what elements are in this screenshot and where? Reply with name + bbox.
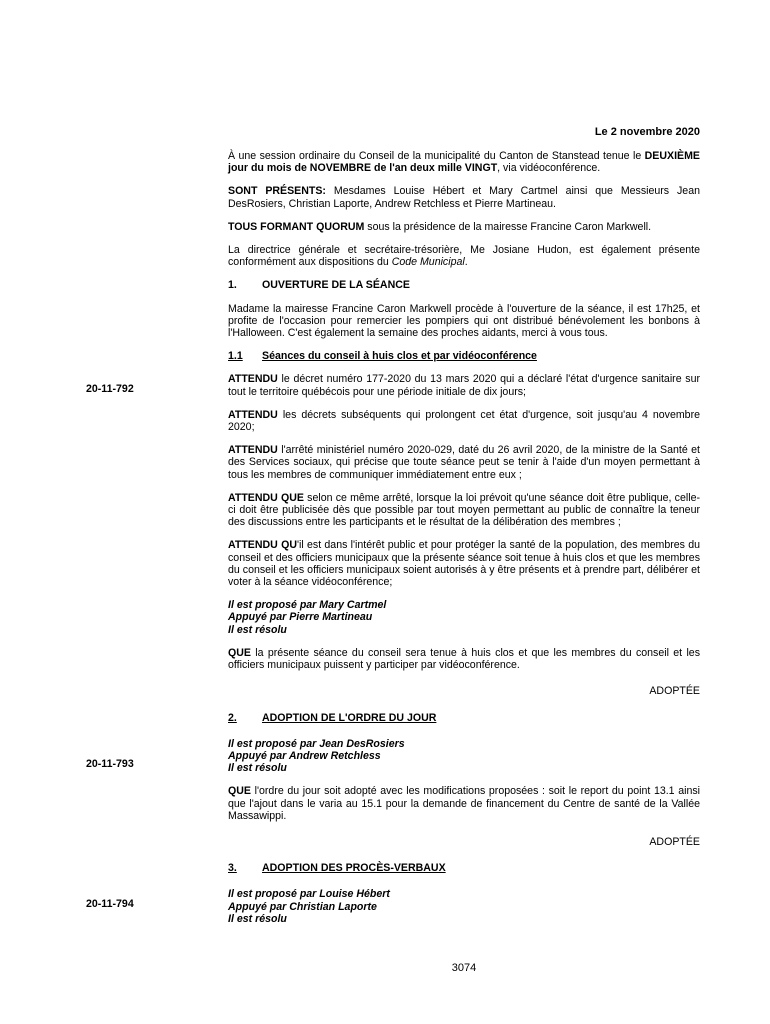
resolution-number-792: 20-11-792	[86, 383, 134, 395]
proposed-by-793: Il est proposé par Jean DesRosiers	[228, 737, 405, 750]
section-3-heading: 3. ADOPTION DES PROCÈS-VERBAUX	[228, 862, 446, 875]
section-2-heading: 2. ADOPTION DE L'ORDRE DU JOUR	[228, 711, 437, 724]
whereas-5: ATTENDU QU'il est dans l'intérêt public et pour protéger la santé de la population, des membres du conseil et des officiers municipaux que la présente séance soit tenue à huis clos et que les membres du conseil et les officiers municipaux soient autorisés à y être présents et à prendre part, délibérer et voter à la séance vidéoconférence;	[228, 539, 700, 589]
page-number: 3074	[451, 962, 477, 974]
resolution-text-792: QUE la présente séance du conseil sera tenue à huis clos et que les membres du conseil et les officiers municipaux puissent y participer par vidéoconférence.	[228, 646, 700, 672]
seconded-by-793: Appuyé par Andrew Retchless	[228, 749, 381, 762]
section-1-heading: 1. OUVERTURE DE LA SÉANCE	[228, 279, 410, 292]
resolution-number-794: 20-11-794	[86, 898, 134, 910]
resolution-number-793: 20-11-793	[86, 758, 134, 770]
proposed-by-792: Il est proposé par Mary Cartmel	[228, 599, 387, 612]
section-1-1-heading: 1.1 Séances du conseil à huis clos et par vidéoconférence	[228, 350, 537, 363]
whereas-2: ATTENDU les décrets subséquents qui prolongent cet état d'urgence, soit jusqu'au 4 novembre 2020;	[228, 408, 700, 434]
proposed-by-794: Il est proposé par Louise Hébert	[228, 888, 390, 901]
resolved-794: Il est résolu	[228, 912, 287, 925]
quorum-paragraph: TOUS FORMANT QUORUM sous la présidence de la mairesse Francine Caron Markwell.	[228, 220, 652, 233]
whereas-3: ATTENDU l'arrêté ministériel numéro 2020-029, daté du 26 avril 2020, de la ministre de la Santé et des Services sociaux, qui précise que toute séance peut se tenir à l'aide d'un moyen permettant à tous les membres de communiquer immédiatement entre eux ;	[228, 444, 700, 481]
whereas-4: ATTENDU QUE selon ce même arrêté, lorsque la loi prévoit qu'une séance doit être publique, celle-ci doit être publicisée dès que possible par tout moyen permettant au public de connaître la teneur des discussions entre les participants et le résultat de la délibération des membres ;	[228, 491, 700, 529]
adopted-792: ADOPTÉE	[649, 685, 700, 698]
present-paragraph: SONT PRÉSENTS: Mesdames Louise Hébert et Mary Cartmel ainsi que Messieurs Jean DesRosiers, Christian Laporte, Andrew Retchless et Pierre Martineau.	[228, 185, 700, 210]
resolved-792: Il est résolu	[228, 623, 287, 636]
adopted-793: ADOPTÉE	[649, 835, 700, 848]
resolved-793: Il est résolu	[228, 762, 287, 775]
minutes-body	[228, 150, 700, 925]
section-1-text: Madame la mairesse Francine Caron Markwell procède à l'ouverture de la séance, il est 17h25, et profite de l'occasion pour remercier les pompiers qui ont distribué bénévolement les bonbons à l'Halloween. C'est également la semaine des proches aidants, merci à vous tous.	[228, 302, 700, 340]
seconded-by-792: Appuyé par Pierre Martineau	[228, 611, 373, 624]
intro-paragraph: À une session ordinaire du Conseil de la municipalité du Canton de Stanstead tenue le DEUXIÈME jour du mois de NOVEMBRE de l'an deux mille VINGT, via vidéoconférence.	[228, 150, 700, 175]
seconded-by-794: Appuyé par Christian Laporte	[228, 900, 377, 913]
meeting-date: Le 2 novembre 2020	[594, 126, 700, 138]
whereas-1: ATTENDU le décret numéro 177-2020 du 13 mars 2020 qui a déclaré l'état d'urgence sanitaire sur tout le territoire québécois pour une période initiale de dix jours;	[228, 373, 700, 398]
director-paragraph: La directrice générale et secrétaire-trésorière, Me Josiane Hudon, est également présente conformément aux dispositions du Code Municipal.	[228, 244, 700, 269]
resolution-text-793: QUE l'ordre du jour soit adopté avec les modifications proposées : soit le report du point 13.1 ainsi que l'ajout dans le varia au 15.1 pour la demande de financement du Centre de santé de la Vallée Massawippi.	[228, 785, 700, 822]
